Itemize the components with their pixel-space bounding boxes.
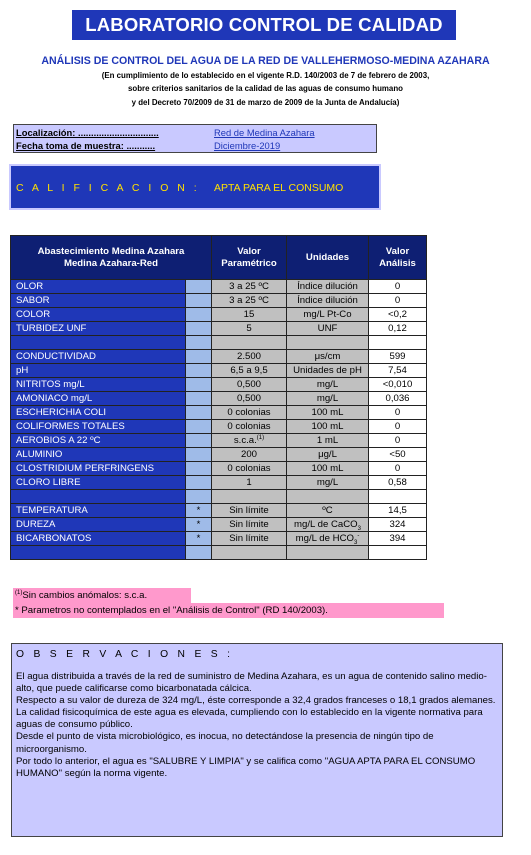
observations-text — [16, 671, 496, 780]
location-label: Localización: ............................... — [16, 127, 159, 138]
unit-value — [287, 322, 369, 336]
analysis-result-text: 0 — [394, 406, 401, 418]
parameter-name-text: COLOR — [16, 308, 51, 320]
parameter-name-text: ALUMINIO — [16, 448, 63, 460]
unit-value — [287, 350, 369, 364]
observation-paragraph: Respecto a su valor de dureza de 324 mg/L, éste corresponde a 32,4 grados franceses o 18,1 grados alemanes. — [16, 695, 496, 707]
unit-value-text: mg/L — [316, 392, 339, 404]
unit-value-text: 100 mL — [311, 420, 344, 432]
analysis-result — [369, 294, 427, 308]
parameter-name-text: AEROBIOS A 22 ºC — [16, 434, 101, 446]
unit-value — [287, 518, 369, 532]
report-subtitle: ANÁLISIS DE CONTROL DEL AGUA DE LA RED DE VALLEHERMOSO-MEDINA AZAHARA — [41, 55, 490, 67]
parametric-value-text: Sin límite — [229, 504, 269, 516]
unit-value-text: mg/L de CaCO — [294, 518, 358, 530]
parameter-name — [11, 350, 186, 364]
parametric-value — [212, 462, 287, 476]
table-row — [11, 448, 427, 462]
parametric-value-text: 0,500 — [236, 378, 261, 390]
legal-line-2: sobre criterios sanitarios de la calidad de las aguas de consumo humano — [128, 84, 403, 93]
unit-value — [287, 406, 369, 420]
table-row — [11, 476, 427, 490]
parameter-name — [11, 378, 186, 392]
parameter-name — [11, 490, 186, 504]
parameter-name — [11, 476, 186, 490]
unit-value — [287, 308, 369, 322]
table-row — [11, 280, 427, 294]
parametric-value — [212, 546, 287, 560]
parameter-mark — [186, 462, 212, 476]
parametric-value — [212, 420, 287, 434]
parametric-value — [212, 336, 287, 350]
analysis-table — [10, 235, 427, 560]
unit-value — [287, 392, 369, 406]
parametric-value-text: 200 — [240, 448, 257, 460]
unit-value — [287, 504, 369, 518]
parameter-name-text: COLIFORMES TOTALES — [16, 420, 125, 432]
analysis-result — [369, 420, 427, 434]
table-row — [11, 336, 427, 350]
table-row — [11, 294, 427, 308]
parametric-value — [212, 294, 287, 308]
observation-paragraph: Por todo lo anterior, el agua es "SALUBRE Y LIMPIA" y se califica como "AGUA APTA PARA EL CONSUMO HUMANO" según la norma vigente. — [16, 755, 476, 779]
unit-subscript: 3 — [353, 539, 358, 546]
unit-value-text: mg/L — [316, 378, 339, 390]
analysis-result — [369, 490, 427, 504]
table-row — [11, 406, 427, 420]
parametric-value-text: 5 — [246, 322, 252, 334]
analysis-result-text: 7,54 — [388, 364, 407, 376]
analysis-result-text: <0,2 — [388, 308, 407, 320]
parametric-value — [212, 378, 287, 392]
header-supply — [11, 236, 212, 280]
parameter-mark — [186, 336, 212, 350]
parametric-value — [212, 532, 287, 546]
qualification-box — [9, 164, 381, 210]
parameter-mark-text: * — [196, 518, 201, 530]
analysis-result-text: 14,5 — [388, 504, 407, 516]
analysis-result — [369, 518, 427, 532]
table-row — [11, 308, 427, 322]
parametric-value — [212, 392, 287, 406]
unit-value — [287, 420, 369, 434]
observation-paragraph: Desde el punto de vista microbiológico, es inocua, no detectándose la presencia de ningún tipo de microorganismo. — [16, 731, 434, 755]
unit-superscript: - — [357, 532, 360, 539]
table-row — [11, 490, 427, 504]
table-row — [11, 364, 427, 378]
analysis-result-text: 599 — [389, 350, 406, 362]
parameter-name — [11, 448, 186, 462]
table-row — [11, 504, 427, 518]
table-row — [11, 434, 427, 448]
analysis-result-text: 324 — [389, 518, 406, 530]
parameter-mark — [186, 350, 212, 364]
analysis-result-text: 0 — [394, 434, 401, 446]
parameter-name-text: DUREZA — [16, 518, 56, 530]
parameter-name — [11, 546, 186, 560]
unit-value-text: Índice dilución — [297, 280, 358, 292]
parameter-name-text: AMONIACO mg/L — [16, 392, 93, 404]
table-row — [11, 392, 427, 406]
table-row — [11, 532, 427, 546]
note-sca-text: Sin cambios anómalos: s.c.a. — [22, 590, 148, 601]
parameter-mark — [186, 280, 212, 294]
unit-value — [287, 364, 369, 378]
parameter-mark — [186, 504, 212, 518]
parametric-value — [212, 350, 287, 364]
parameter-name-text: TEMPERATURA — [16, 504, 88, 516]
table-row — [11, 378, 427, 392]
parameter-mark — [186, 294, 212, 308]
unit-value-text: mg/L Pt-Co — [303, 308, 352, 320]
unit-value-text: μg/L — [318, 448, 337, 460]
analysis-result — [369, 546, 427, 560]
analysis-result — [369, 532, 427, 546]
parameter-name — [11, 532, 186, 546]
parametric-value-text: 1 — [246, 476, 252, 488]
parameter-name-text: OLOR — [16, 280, 44, 292]
parametric-value — [212, 518, 287, 532]
parametric-value-text: Sin límite — [229, 532, 269, 544]
parametric-value — [212, 490, 287, 504]
analysis-result-text: 0 — [394, 462, 401, 474]
unit-value-text: 100 mL — [311, 462, 344, 474]
parameter-name — [11, 406, 186, 420]
parameter-name-text: ESCHERICHIA COLI — [16, 406, 107, 418]
parameter-name-text: TURBIDEZ UNF — [16, 322, 87, 334]
header-parametric-line2: Paramétrico — [221, 257, 277, 269]
unit-value-text: Unidades de pH — [293, 364, 362, 376]
parameter-mark — [186, 308, 212, 322]
parametric-value-text: 2.500 — [236, 350, 261, 362]
parameter-name — [11, 392, 186, 406]
parameter-name — [11, 434, 186, 448]
analysis-result — [369, 392, 427, 406]
unit-value-text: mg/L de HCO — [295, 532, 354, 544]
analysis-result-text: 0 — [394, 420, 401, 432]
analysis-result — [369, 462, 427, 476]
parameter-name — [11, 504, 186, 518]
parameter-name-text: CONDUCTIVIDAD — [16, 350, 96, 362]
parameter-mark — [186, 406, 212, 420]
unit-value — [287, 462, 369, 476]
unit-value — [287, 434, 369, 448]
parameter-mark — [186, 546, 212, 560]
analysis-result-text: <0,010 — [382, 378, 413, 390]
note-parameters: * Parametros no contemplados en el "Análisis de Control" (RD 140/2003). — [13, 603, 444, 618]
observation-paragraph: La calidad fisicoquímica de este agua es elevada, cumpliendo con lo establecido en la vigente normativa para aguas de consumo público. — [16, 707, 483, 731]
location-value: Red de Medina Azahara — [214, 127, 315, 138]
parameter-mark — [186, 518, 212, 532]
parametric-value — [212, 308, 287, 322]
sample-date-value: Diciembre-2019 — [214, 140, 281, 151]
parameter-mark-text: * — [196, 504, 201, 516]
parameter-name-text: CLOSTRIDIUM PERFRINGENS — [16, 462, 155, 474]
header-parametric-line1: Valor — [237, 245, 261, 257]
parameter-mark — [186, 364, 212, 378]
parametric-value — [212, 448, 287, 462]
table-header-row — [11, 236, 427, 280]
parametric-value — [212, 434, 287, 448]
table-row — [11, 462, 427, 476]
parametric-value — [212, 406, 287, 420]
parameter-mark — [186, 448, 212, 462]
analysis-result-text: 0,12 — [388, 322, 407, 334]
qualification-value: APTA PARA EL CONSUMO — [214, 182, 344, 194]
parametric-value-text: 0 colonias — [227, 462, 271, 474]
parameter-name-text: BICARBONATOS — [16, 532, 92, 544]
parameter-name — [11, 322, 186, 336]
analysis-result — [369, 350, 427, 364]
unit-value-text: 100 mL — [311, 406, 344, 418]
header-analysis-line1: Valor — [385, 245, 410, 257]
parameter-name — [11, 308, 186, 322]
analysis-result — [369, 378, 427, 392]
parameter-name — [11, 336, 186, 350]
parametric-value — [212, 504, 287, 518]
parameter-name — [11, 280, 186, 294]
analysis-result-text: 0,036 — [385, 392, 410, 404]
page-title: LABORATORIO CONTROL DE CALIDAD — [72, 10, 456, 40]
unit-value — [287, 448, 369, 462]
sample-date-label: Fecha toma de muestra: ........... — [16, 140, 156, 151]
unit-value-text: mg/L — [316, 476, 339, 488]
parametric-value-text: s.c.a. — [233, 434, 257, 446]
analysis-result-text: 0 — [394, 294, 401, 306]
header-parametric-value — [212, 236, 287, 280]
parameter-mark — [186, 490, 212, 504]
analysis-result — [369, 434, 427, 448]
parameter-mark — [186, 476, 212, 490]
parameter-name-text: NITRITOS mg/L — [16, 378, 85, 390]
unit-subscript: 3 — [357, 525, 361, 532]
sample-info-box — [13, 124, 377, 153]
parameter-mark — [186, 392, 212, 406]
table-row — [11, 518, 427, 532]
analysis-result — [369, 322, 427, 336]
unit-value — [287, 490, 369, 504]
parameter-name — [11, 518, 186, 532]
unit-value — [287, 336, 369, 350]
parameter-mark — [186, 420, 212, 434]
header-supply-line2: Medina Azahara-Red — [63, 257, 158, 269]
analysis-result-text: 394 — [389, 532, 406, 544]
parameter-name-text: CLORO LIBRE — [16, 476, 81, 488]
analysis-result — [369, 448, 427, 462]
observations-box — [11, 643, 503, 837]
observation-paragraph: El agua distribuida a través de la red de suministro de Medina Azahara, es un agua de contenido salino medio-alto, que puede calificarse como bicarbonatada cálcica. — [16, 671, 487, 695]
parametric-value-text: 0,500 — [236, 392, 261, 404]
analysis-result-text: 0,58 — [388, 476, 407, 488]
note-sca-sup: (1) — [15, 589, 23, 596]
analysis-result-text: <50 — [389, 448, 406, 460]
table-row — [11, 322, 427, 336]
unit-value-text: UNF — [317, 322, 338, 334]
analysis-result — [369, 476, 427, 490]
header-analysis-line2: Análisis — [379, 257, 416, 269]
unit-value-text: μs/cm — [314, 350, 341, 362]
parametric-value-text: 6,5 a 9,5 — [230, 364, 268, 376]
legal-line-3: y del Decreto 70/2009 de 31 de marzo de 2009 de la Junta de Andalucía) — [131, 98, 400, 107]
parametric-value-text: 0 colonias — [227, 420, 271, 432]
parametric-value-text: 3 a 25 ºC — [229, 280, 269, 292]
parametric-value-text: 3 a 25 ºC — [229, 294, 269, 306]
parameter-mark-text: * — [196, 532, 201, 544]
analysis-result-text: 0 — [394, 280, 401, 292]
unit-value — [287, 476, 369, 490]
parameter-name — [11, 462, 186, 476]
analysis-result — [369, 308, 427, 322]
parameter-mark — [186, 322, 212, 336]
table-row — [11, 420, 427, 434]
header-units: Unidades — [287, 236, 369, 280]
unit-value — [287, 546, 369, 560]
unit-value — [287, 294, 369, 308]
parametric-value — [212, 322, 287, 336]
parametric-value — [212, 364, 287, 378]
table-row — [11, 350, 427, 364]
unit-value — [287, 378, 369, 392]
parametric-value-text: 0 colonias — [227, 406, 271, 418]
header-analysis-value — [369, 236, 427, 280]
analysis-result — [369, 280, 427, 294]
analysis-result — [369, 504, 427, 518]
parameter-mark — [186, 532, 212, 546]
qualification-label: C A L I F I C A C I O N : — [16, 182, 200, 194]
parametric-value — [212, 476, 287, 490]
unit-value-text: ºC — [322, 504, 333, 516]
parameter-name — [11, 364, 186, 378]
header-supply-line1: Abastecimiento Medina Azahara — [37, 245, 185, 257]
observations-title: O B S E R V A C I O N E S : — [16, 649, 234, 660]
parameter-mark — [186, 434, 212, 448]
legal-line-1: (En cumplimiento de lo establecido en el vigente R.D. 140/2003 de 7 de febrero de 2003, — [101, 71, 430, 80]
analysis-result — [369, 336, 427, 350]
unit-value-text: Índice dilución — [297, 294, 358, 306]
unit-value-text: 1 mL — [316, 434, 339, 446]
table-row — [11, 546, 427, 560]
note-sca — [13, 588, 191, 603]
parameter-name — [11, 294, 186, 308]
parametric-value-text: Sin límite — [229, 518, 269, 530]
parameter-name-text: SABOR — [16, 294, 50, 306]
unit-value — [287, 532, 369, 546]
parametric-footnote-mark: (1) — [256, 434, 265, 441]
parametric-value — [212, 280, 287, 294]
parameter-name — [11, 420, 186, 434]
parametric-value-text: 15 — [243, 308, 255, 320]
parameter-mark — [186, 378, 212, 392]
analysis-result — [369, 406, 427, 420]
unit-value — [287, 280, 369, 294]
parameter-name-text: pH — [16, 364, 29, 376]
analysis-result — [369, 364, 427, 378]
